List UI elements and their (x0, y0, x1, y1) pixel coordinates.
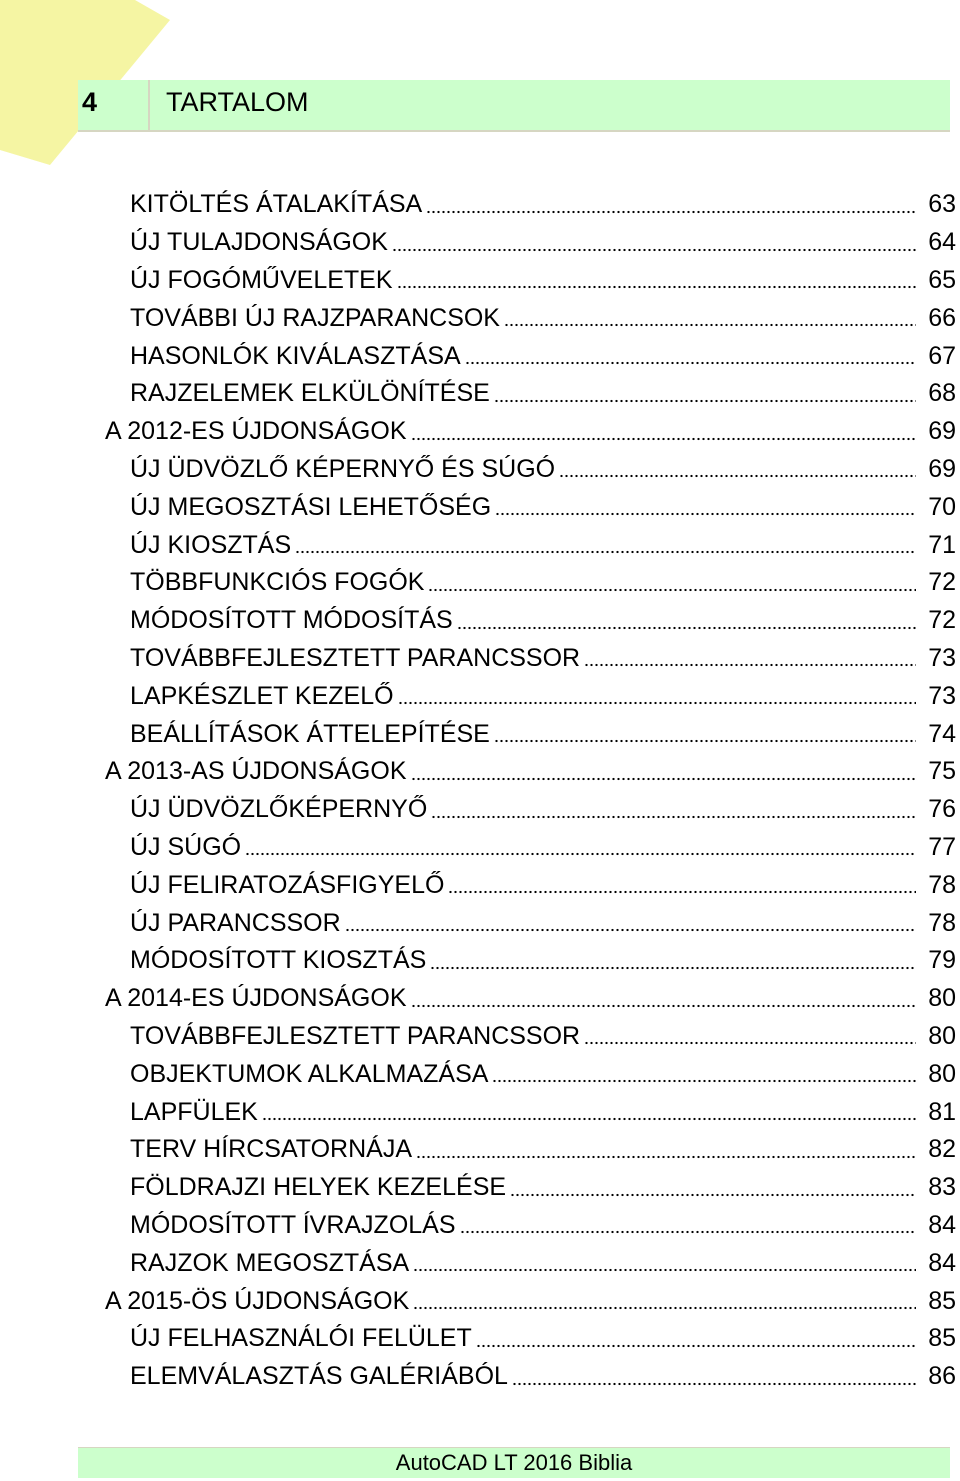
toc-entry-title: ÚJ SÚGÓ (130, 832, 242, 861)
toc-entry-title: TOVÁBBFEJLESZTETT PARANCSSOR (130, 1021, 581, 1050)
toc-dot-leader (584, 662, 916, 668)
toc-entry-title: RAJZELEMEK ELKÜLÖNÍTÉSE (130, 379, 490, 408)
toc-dot-leader (495, 511, 916, 517)
toc-entry-title: TÖBBFUNKCIÓS FOGÓK (130, 568, 425, 597)
toc-entry[interactable] (0, 1055, 960, 1093)
toc-entry[interactable] (0, 1320, 960, 1358)
toc-dot-leader (262, 1116, 916, 1122)
toc-entry-page: 84 (928, 1210, 956, 1239)
toc-entry[interactable] (0, 602, 960, 640)
toc-dot-leader (492, 1078, 916, 1084)
toc-entry-page: 83 (928, 1173, 956, 1202)
toc-entry-title: OBJEKTUMOK ALKALMAZÁSA (130, 1059, 489, 1088)
toc-entry-title: FÖLDRAJZI HELYEK KEZELÉSE (130, 1173, 507, 1202)
toc-dot-leader (431, 814, 916, 820)
toc-dot-leader (465, 360, 916, 366)
toc-entry-page: 73 (928, 643, 956, 672)
toc-entry-title: BEÁLLÍTÁSOK ÁTTELEPÍTÉSE (130, 719, 490, 748)
toc-entry-title: RAJZOK MEGOSZTÁSA (130, 1248, 410, 1277)
toc-entry-title: LAPKÉSZLET KEZELŐ (130, 681, 394, 710)
toc-entry-title: A 2012-ES ÚJDONSÁGOK (105, 417, 407, 446)
toc-entry-page: 78 (928, 870, 956, 899)
toc-entry[interactable] (0, 753, 960, 791)
toc-entry[interactable] (0, 715, 960, 753)
toc-entry-page: 78 (928, 908, 956, 937)
toc-entry[interactable] (0, 451, 960, 489)
toc-entry[interactable] (0, 1093, 960, 1131)
toc-entry[interactable] (0, 1169, 960, 1207)
toc-entry-page: 64 (928, 228, 956, 257)
toc-entry-page: 65 (928, 265, 956, 294)
toc-entry-title: ÚJ FELHASZNÁLÓI FELÜLET (130, 1324, 472, 1353)
toc-entry[interactable] (0, 413, 960, 451)
toc-entry-page: 85 (928, 1324, 956, 1353)
toc-entry-page: 80 (928, 984, 956, 1013)
toc-entry-title: ÚJ ÜDVÖZLŐ KÉPERNYŐ ÉS SÚGÓ (130, 454, 556, 483)
toc-dot-leader (411, 776, 916, 782)
toc-entry-title: A 2015-ÖS ÚJDONSÁGOK (105, 1286, 410, 1315)
toc-entry-page: 67 (928, 341, 956, 370)
toc-entry-page: 80 (928, 1059, 956, 1088)
toc-entry[interactable] (0, 1358, 960, 1396)
toc-entry[interactable] (0, 829, 960, 867)
toc-entry[interactable] (0, 942, 960, 980)
toc-entry-page: 81 (928, 1097, 956, 1126)
toc-entry-page: 77 (928, 832, 956, 861)
toc-entry-page: 82 (928, 1135, 956, 1164)
toc-entry[interactable] (0, 299, 960, 337)
toc-entry-title: ELEMVÁLASZTÁS GALÉRIÁBÓL (130, 1362, 508, 1391)
toc-dot-leader (413, 1305, 916, 1311)
toc-entry[interactable] (0, 904, 960, 942)
toc-entry-title: HASONLÓK KIVÁLASZTÁSA (130, 341, 461, 370)
toc-entry-title: LAPFÜLEK (130, 1097, 258, 1126)
toc-entry[interactable] (0, 980, 960, 1018)
toc-entry-page: 69 (928, 417, 956, 446)
toc-entry-page: 75 (928, 757, 956, 786)
toc-dot-leader (457, 625, 916, 631)
toc-entry-title: ÚJ FELIRATOZÁSFIGYELŐ (130, 870, 445, 899)
toc-dot-leader (413, 1267, 916, 1273)
toc-dot-leader (494, 738, 916, 744)
toc-entry-title: KITÖLTÉS ÁTALAKÍTÁSA (130, 190, 423, 219)
toc-dot-leader (426, 209, 916, 215)
toc-entry-page: 68 (928, 379, 956, 408)
toc-entry[interactable] (0, 526, 960, 564)
toc-entry-page: 86 (928, 1362, 956, 1391)
toc-entry-title: ÚJ PARANCSSOR (130, 908, 341, 937)
toc-dot-leader (448, 889, 916, 895)
toc-entry[interactable] (0, 488, 960, 526)
toc-dot-leader (512, 1381, 916, 1387)
toc-dot-leader (460, 1229, 916, 1235)
toc-entry-title: MÓDOSÍTOTT KIOSZTÁS (130, 946, 427, 975)
toc-entry-page: 80 (928, 1021, 956, 1050)
toc-entry[interactable] (0, 564, 960, 602)
toc-entry[interactable] (0, 262, 960, 300)
toc-entry-title: ÚJ MEGOSZTÁSI LEHETŐSÉG (130, 492, 492, 521)
toc-dot-leader (295, 549, 916, 555)
toc-dot-leader (411, 436, 916, 442)
toc-entry-title: TERV HÍRCSATORNÁJA (130, 1135, 412, 1164)
toc-entry-title: MÓDOSÍTOTT ÍVRAJZOLÁS (130, 1210, 456, 1239)
toc-dot-leader (397, 284, 916, 290)
header-divider (148, 80, 150, 132)
toc-entry[interactable] (0, 1207, 960, 1245)
toc-entry[interactable] (0, 1018, 960, 1056)
toc-dot-leader (428, 587, 916, 593)
toc-entry-title: ÚJ ÜDVÖZLŐKÉPERNYŐ (130, 795, 428, 824)
toc-entry-page: 69 (928, 454, 956, 483)
toc-dot-leader (510, 1192, 916, 1198)
toc-entry[interactable] (0, 1282, 960, 1320)
toc-entry-title: A 2014-ES ÚJDONSÁGOK (105, 984, 407, 1013)
toc-entry-title: TOVÁBBI ÚJ RAJZPARANCSOK (130, 303, 500, 332)
toc-dot-leader (245, 851, 916, 857)
toc-entry-title: ÚJ TULAJDONSÁGOK (130, 228, 388, 257)
toc-entry-page: 79 (928, 946, 956, 975)
toc-entry-page: 85 (928, 1286, 956, 1315)
toc-entry[interactable] (0, 677, 960, 715)
toc-dot-leader (398, 700, 916, 706)
toc-entry-title: MÓDOSÍTOTT MÓDOSÍTÁS (130, 606, 453, 635)
toc-dot-leader (504, 322, 916, 328)
section-title: TARTALOM (166, 87, 309, 117)
toc-dot-leader (559, 473, 916, 479)
toc-dot-leader (392, 247, 916, 253)
toc-entry-page: 72 (928, 606, 956, 635)
toc-dot-leader (411, 1003, 916, 1009)
toc-dot-leader (494, 398, 916, 404)
footer-book-title: AutoCAD LT 2016 Biblia (395, 1450, 633, 1475)
toc-entry[interactable] (0, 186, 960, 224)
toc-entry-page: 74 (928, 719, 956, 748)
toc-entry[interactable] (0, 791, 960, 829)
toc-entry-page: 71 (928, 530, 956, 559)
toc-entry[interactable] (0, 866, 960, 904)
toc-dot-leader (476, 1343, 916, 1349)
toc-dot-leader (584, 1040, 916, 1046)
toc-entry[interactable] (0, 1131, 960, 1169)
toc-entry-page: 73 (928, 681, 956, 710)
toc-dot-leader (345, 927, 916, 933)
toc-entry-title: ÚJ FOGÓMŰVELETEK (130, 265, 393, 294)
toc-entry-page: 66 (928, 303, 956, 332)
toc-entry-page: 76 (928, 795, 956, 824)
toc-entry-title: ÚJ KIOSZTÁS (130, 530, 292, 559)
table-of-contents (0, 186, 960, 1396)
toc-entry-title: A 2013-AS ÚJDONSÁGOK (105, 757, 407, 786)
toc-entry[interactable] (0, 224, 960, 262)
toc-dot-leader (430, 965, 916, 971)
toc-entry[interactable] (0, 640, 960, 678)
toc-entry-page: 72 (928, 568, 956, 597)
toc-entry[interactable] (0, 375, 960, 413)
toc-entry[interactable] (0, 337, 960, 375)
toc-entry-page: 84 (928, 1248, 956, 1277)
toc-dot-leader (416, 1154, 916, 1160)
page-number: 4 (82, 87, 98, 117)
toc-entry-page: 63 (928, 190, 956, 219)
toc-entry-title: TOVÁBBFEJLESZTETT PARANCSSOR (130, 643, 581, 672)
toc-entry[interactable] (0, 1244, 960, 1282)
toc-entry-page: 70 (928, 492, 956, 521)
